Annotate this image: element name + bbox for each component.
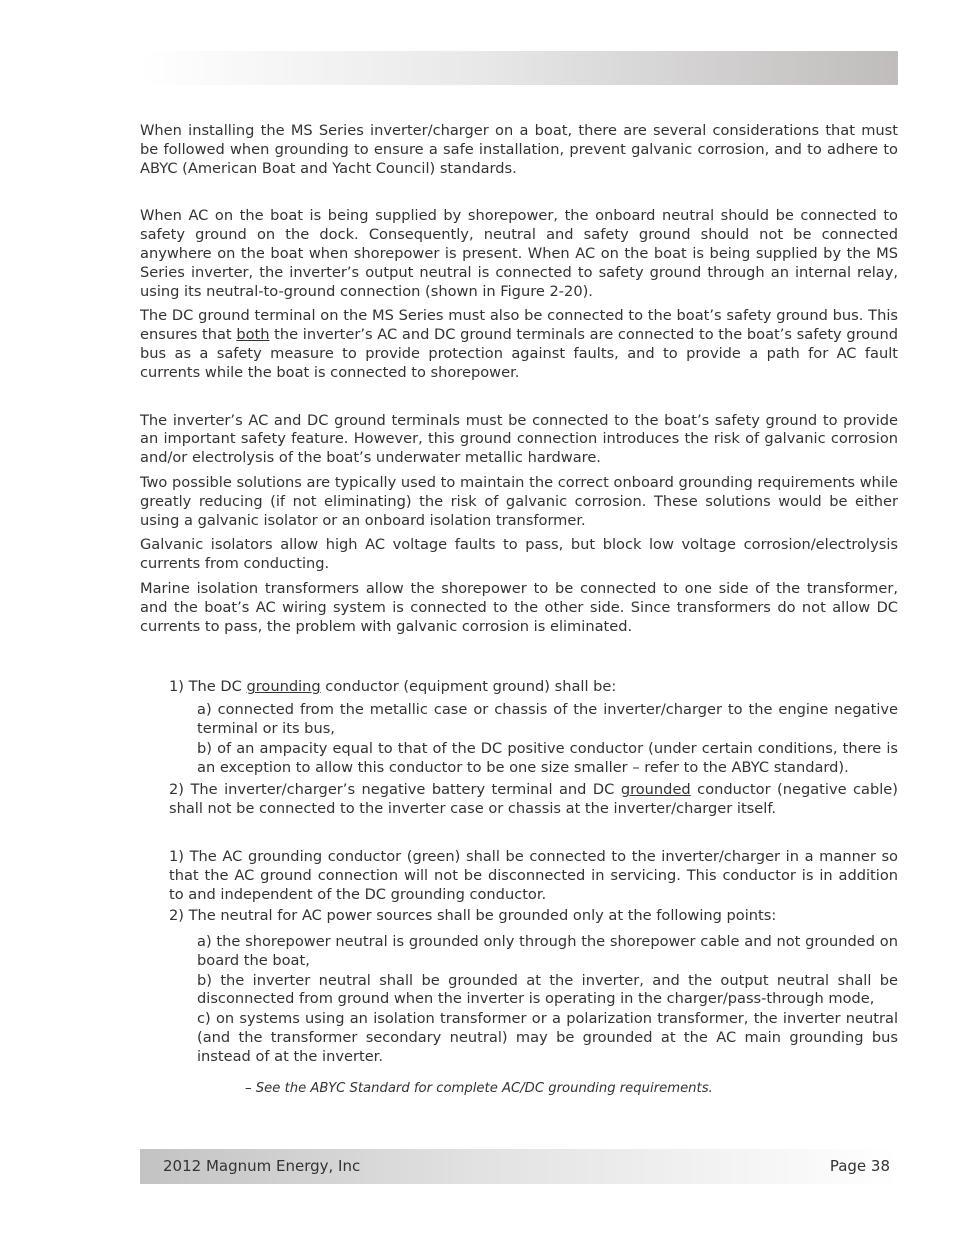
page-number: Page 38 [829, 1157, 890, 1175]
solutions-paragraph: Two possible solutions are typically used to maintain the correct onboard grounding requirements while greatly reducing (if not eliminating) the risk of galvanic corrosion. These solutions would be either using a galvanic isolator or an onboard isolation transformer. [140, 473, 898, 529]
ac-item-2b: b) the inverter neutral shall be grounded at the inverter, and the output neutral shall be disconnected from ground when the inverter is operating in the charger/pass-through mode, [197, 971, 898, 1008]
dc-ground-terminal-paragraph: The DC ground terminal on the MS Series must also be connected to the boat’s safety ground bus. This ensures that both the inverter’s AC and DC ground terminals are connected to the boat’s safety ground bus as a safety measure to provide protection against faults, and to provide a path for AC fault currents while the boat is connected to shorepower. [140, 307, 898, 381]
isolation-transformer-paragraph: Marine isolation transformers allow the shorepower to be connected to one side of the transformer, and the boat’s AC wiring system is connected to the other side. Since transformers do not allow DC currents to pass, the problem with galvanic corrosion is eliminated. [140, 579, 898, 635]
footer-copyright: 2012 Magnum Energy, Inc [163, 1157, 361, 1175]
shorepower-neutral-paragraph: When AC on the boat is being supplied by shorepower, the onboard neutral should be connected to safety ground on the dock. Consequently, neutral and safety ground should not be connected anywhere on the boat when shorepower is present. When AC on the boat is being supplied by the MS Series inverter, the inverter’s output neutral is connected to safety ground through an internal relay, using its neutral-to-ground connection (shown in Figure 2-20). [140, 207, 898, 300]
dc-item-1b: b) of an ampacity equal to that of the DC positive conductor (under certain conditions, there is an exception to allow this conductor to be one size smaller – refer to the ABYC standard). [197, 739, 898, 776]
page-content [140, 122, 898, 1098]
underlined-grounded: grounded [620, 781, 691, 799]
ac-item-2a: a) the shorepower neutral is grounded only through the shorepower cable and not grounded on board the boat, [197, 933, 898, 969]
footer-bar [140, 1149, 898, 1184]
galvanic-risk-paragraph: The inverter’s AC and DC ground terminals must be connected to the boat’s safety ground to provide an important safety feature. However, this ground connection introduces the risk of galvanic corrosion and/or electrolysis of the boat’s underwater metallic hardware. [140, 411, 898, 467]
intro-paragraph: When installing the MS Series inverter/charger on a boat, there are several considerations that must be followed when grounding to ensure a safe installation, prevent galvanic corrosion, and to adhere to ABYC (American Boat and Yacht Council) standards. [140, 122, 898, 177]
ac-item-2c: c) on systems using an isolation transformer or a polarization transformer, the inverter neutral (and the transformer secondary neutral) may be grounded at the AC main grounding bus instead of at the inverter. [197, 1010, 898, 1065]
underlined-grounding: grounding [246, 678, 321, 696]
underlined-both: both [236, 326, 270, 344]
dc-item-1: 1) The DC grounding conductor (equipment ground) shall be: [169, 678, 617, 696]
header-bar [140, 51, 898, 85]
ac-item-2: 2) The neutral for AC power sources shall be grounded only at the following points: [169, 907, 777, 925]
dc-item-1a: a) connected from the metallic case or chassis of the inverter/charger to the engine negative terminal or its bus, [197, 701, 898, 737]
ac-item-1: 1) The AC grounding conductor (green) shall be connected to the inverter/charger in a manner so that the AC ground connection will not be disconnected in servicing. This conductor is in addition to and independent of the DC grounding conductor. [169, 847, 898, 903]
dc-item-2: 2) The inverter/charger’s negative battery terminal and DC grounded conductor (negative cable) shall not be connected to the inverter case or chassis at the inverter/charger itself. [169, 781, 898, 818]
galvanic-isolator-paragraph: Galvanic isolators allow high AC voltage faults to pass, but block low voltage corrosion/electrolysis currents from conducting. [140, 536, 898, 573]
abyc-note: – See the ABYC Standard for complete AC/DC grounding requirements. [245, 1080, 713, 1096]
